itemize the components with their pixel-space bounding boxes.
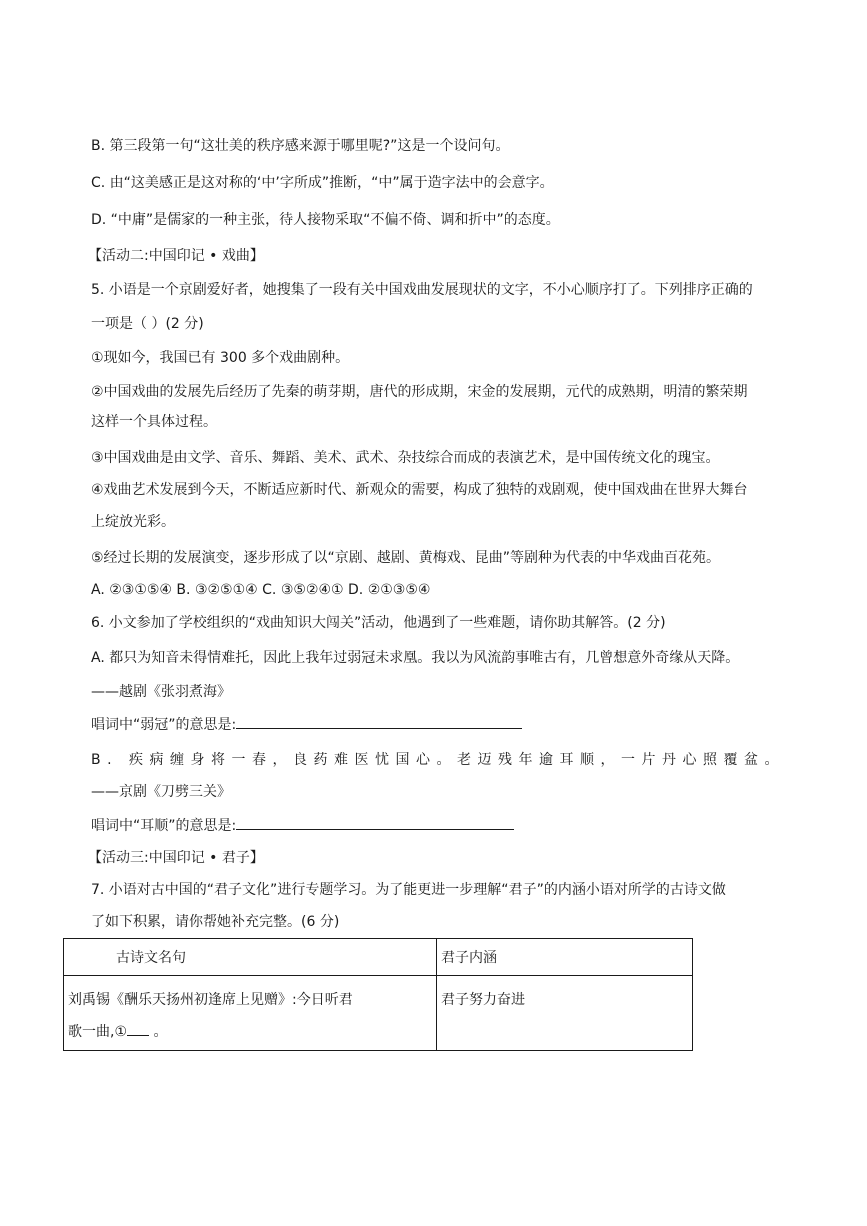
- option-c-line: C. 由“这美感正是这对称的‘中’字所成”推断，“中”属于造字法中的会意字。: [91, 175, 554, 191]
- question-6a-ask-label: 唱词中“弱冠”的意思是:: [91, 717, 237, 733]
- answer-blank-1[interactable]: [127, 1021, 149, 1036]
- sentence-2-cont: 这样一个具体过程。: [91, 414, 217, 430]
- cell-junzi-meaning: 君子努力奋进: [437, 976, 693, 1051]
- sentence-3: ③中国戏曲是由文学、音乐、舞蹈、美术、武术、杂技综合而成的表演艺术，是中国传统文化的瑰宝。: [91, 450, 720, 466]
- header-junzi-meaning: 君子内涵: [437, 939, 693, 976]
- sentence-1: ①现如今，我国已有 300 多个戏曲剧种。: [91, 350, 350, 366]
- question-5-stem-cont: 一项是（ ）(2 分): [91, 316, 204, 332]
- sentence-4: ④戏曲艺术发展到今天，不断适应新时代、新观众的需要，构成了独特的戏剧观，使中国戏曲在世界大舞台: [91, 482, 748, 498]
- question-6a-source: ——越剧《张羽煮海》: [91, 684, 231, 700]
- sentence-5: ⑤经过长期的发展演变，逐步形成了以“京剧、越剧、黄梅戏、昆曲”等剧种为代表的中华戏曲百花苑。: [91, 550, 721, 566]
- activity-three-heading: 【活动三:中国印记 • 君子】: [88, 850, 264, 866]
- sentence-2: ②中国戏曲的发展先后经历了先秦的萌芽期，唐代的形成期，宋金的发展期，元代的成熟期，明清的繁荣期: [91, 384, 748, 400]
- question-6b-ask: [91, 815, 514, 836]
- question-6-stem: 6. 小文参加了学校组织的“戏曲知识大闯关”活动，他遇到了一些难题，请你助其解答。(2 分): [91, 615, 666, 631]
- question-7-stem: 7. 小语对古中国的“君子文化”进行专题学习。为了能更进一步理解“君子”的内涵小语对所学的古诗文做: [91, 882, 726, 898]
- option-d-line: D. “中庸”是儒家的一种主张，待人接物采取“不偏不倚、调和折中”的态度。: [91, 212, 560, 228]
- poem-line-2-end: 。: [149, 1024, 168, 1040]
- cell-poem-line: [64, 976, 437, 1051]
- poem-line-2-text: 歌一曲,①: [68, 1024, 128, 1040]
- question-7-stem-cont: 了如下积累，请你帮她补充完整。(6 分): [91, 914, 340, 930]
- option-b-line: B. 第三段第一句“这壮美的秩序感来源于哪里呢?”这是一个设问句。: [91, 138, 510, 154]
- sentence-4-cont: 上绽放光彩。: [91, 514, 175, 530]
- poem-line-2: [68, 1016, 432, 1048]
- question-6b-ask-label: 唱词中“耳顺”的意思是:: [91, 818, 237, 834]
- question-6a-lyrics: A. 都只为知音未得情难托，因此上我年过弱冠未求凰。我以为风流韵事唯古有，几曾想意外奇缘从天降。: [91, 650, 740, 666]
- question-6b-source: ——京剧《刀劈三关》: [91, 784, 231, 800]
- table-header-row: [64, 939, 693, 976]
- answer-blank-ershun[interactable]: [236, 815, 514, 830]
- activity-two-heading: 【活动二:中国印记 • 戏曲】: [88, 248, 264, 264]
- poem-line-1: 刘禹锡《酬乐天扬州初逢席上见赠》:今日听君: [68, 992, 353, 1008]
- junzi-table: [63, 938, 693, 1051]
- header-poem-lines: 古诗文名句: [64, 939, 437, 976]
- answer-blank-ruoguan[interactable]: [236, 714, 522, 729]
- question-6b-lyrics: B. 疾病缠身将一春，良药难医忧国心。老迈残年逾耳顺，一片丹心照覆盆。: [91, 752, 786, 768]
- table-row: [64, 976, 693, 1051]
- question-6a-ask: [91, 714, 522, 735]
- question-5-options: A. ②③①⑤④ B. ③②⑤①④ C. ③⑤②④① D. ②①③⑤④: [91, 582, 431, 598]
- question-5-stem: 5. 小语是一个京剧爱好者，她搜集了一段有关中国戏曲发展现状的文字，不小心顺序打了。下列排序正确的: [91, 282, 753, 298]
